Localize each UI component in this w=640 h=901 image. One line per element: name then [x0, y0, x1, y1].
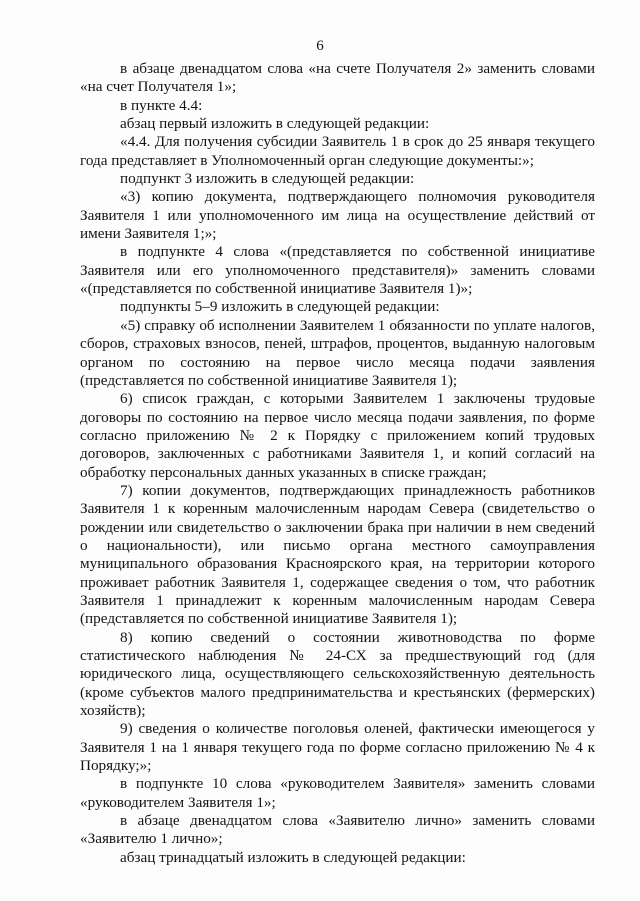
paragraph: абзац тринадцатый изложить в следующей редакции:: [120, 848, 466, 866]
page-number: 6: [316, 38, 324, 54]
paragraph: «4.4. Для получения субсидии Заявитель 1 в срок до 25 января текущего года представляет в Уполномоченный орган следующие документы:»;: [80, 133, 595, 169]
paragraph: «3) копию документа, подтверждающего полномочия руководителя Заявителя 1 или уполномоченного им лица на осуществление действий от имени Заявителя 1;»;: [80, 188, 595, 243]
document-body: [80, 60, 595, 867]
paragraph: в подпункте 4 слова «(представляется по собственной инициативе Заявителя или его уполномоченного представителя)» заменить словами «(представляется по собственной инициативе Заявителя 1)»;: [80, 243, 595, 298]
paragraph: 8) копию сведений о состоянии животноводства по форме статистического наблюдения № 24-СХ за предшествующий год (для юридического лица, осуществляющего сельскохозяйственную деятельность (кроме субъектов малого предпринимательства и крестьянских (фермерских) хозяйств);: [80, 628, 595, 720]
paragraph: 6) список граждан, с которыми Заявителем 1 заключены трудовые договоры по состоянию на первое число месяца подачи заявления, по форме согласно приложению № 2 к Порядку с приложением копий трудовых договоров, заключенных с работниками Заявителя 1, и копий согласий на обработку персональных данных указанных в списке граждан;: [80, 390, 595, 481]
paragraph: абзац первый изложить в следующей редакции:: [120, 115, 430, 133]
paragraph: 9) сведения о количестве поголовья оленей, фактически имеющегося у Заявителя 1 на 1 января текущего года по форме согласно приложению № 4 к Порядку;»;: [80, 720, 595, 775]
paragraph: в пункте 4.4:: [120, 96, 203, 114]
paragraph: подпункт 3 изложить в следующей редакции:: [120, 170, 415, 188]
paragraph: в абзаце двенадцатом слова «на счете Получателя 2» заменить словами «на счет Получателя 1»;: [80, 60, 595, 96]
paragraph: «5) справку об исполнении Заявителем 1 обязанности по уплате налогов, сборов, страховых взносов, пеней, штрафов, процентов, выданную налоговым органом по состоянию на первое число месяца подачи заявления (представляется по собственной инициативе Заявителя 1);: [80, 316, 595, 389]
paragraph: в абзаце двенадцатом слова «Заявителю лично» заменить словами «Заявителю 1 лично»;: [80, 812, 595, 848]
paragraph: 7) копии документов, подтверждающих принадлежность работников Заявителя 1 к коренным малочисленным народам Севера (свидетельство о рождении или свидетельство о заключении брака при наличии в нем сведений о национальности), или письмо органа местного самоуправления муниципального образования Красноярского края, на территории которого проживает работник Заявителя 1, содержащее сведения о том, что работник Заявителя 1 принадлежит к коренным малочисленным народам Севера (представляется по собственной инициативе Заявителя 1);: [80, 481, 595, 628]
paragraph: подпункты 5–9 изложить в следующей редакции:: [120, 298, 440, 316]
paragraph: в подпункте 10 слова «руководителем Заявителя» заменить словами «руководителем Заявителя 1»;: [80, 775, 595, 811]
